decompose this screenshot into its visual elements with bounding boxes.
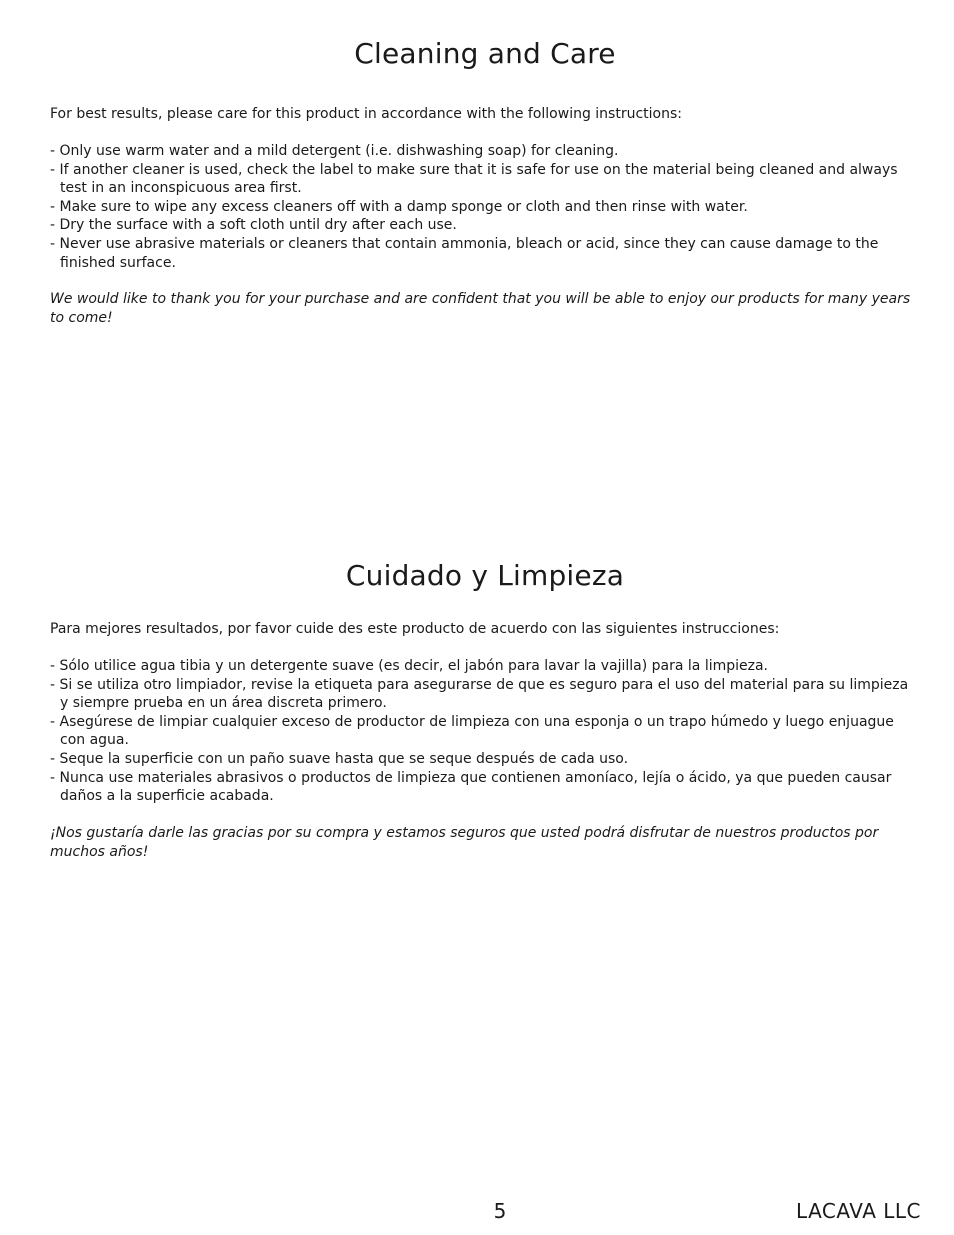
spanish-section [50,558,920,862]
list-item: - Only use warm water and a mild detergent (i.e. dishwashing soap) for cleaning. [50,143,619,159]
company-name: LACAVA LLC [796,1199,921,1223]
instructions-list-english [50,142,920,272]
list-item: - If another cleaner is used, check the label to make sure that it is safe for use on the material being cleaned and always test in an inconspicuous area first. [50,161,898,197]
intro-text-spanish: Para mejores resultados, por favor cuide des este producto de acuerdo con las siguientes instrucciones: [50,621,780,637]
closing-text-english: We would like to thank you for your purchase and are confident that you will be able to enjoy our products for many years to come! [50,291,911,327]
list-item: - Si se utiliza otro limpiador, revise la etiqueta para asegurarse de que es seguro para el uso del material para su limpieza y siempre prueba en un área discreta primero. [50,676,909,712]
list-item: - Never use abrasive materials or cleaners that contain ammonia, bleach or acid, since they can cause damage to the finished surface. [50,235,879,271]
list-item: - Dry the surface with a soft cloth until dry after each use. [50,217,457,234]
closing-text-spanish: ¡Nos gustaría darle las gracias por su compra y estamos seguros que usted podrá disfrutar de nuestros productos por muchos años! [50,824,879,860]
list-item: - Asegúrese de limpiar cualquier exceso de productor de limpieza con una esponja o un trapo húmedo y luego enjuague con agua. [50,713,894,749]
list-item: - Seque la superficie con un paño suave hasta que se seque después de cada uso. [50,750,629,767]
instructions-list-spanish [50,657,920,806]
list-item: - Make sure to wipe any excess cleaners off with a damp sponge or cloth and then rinse with water. [50,198,748,215]
page-title-spanish: Cuidado y Limpieza [345,559,625,592]
page-title-english: Cleaning and Care [354,37,616,70]
list-item: - Sólo utilice agua tibia y un detergente suave (es decir, el jabón para lavar la vajilla) para la limpieza. [50,658,769,674]
intro-text-english: For best results, please care for this product in accordance with the following instructions: [50,106,682,122]
english-section [50,36,920,328]
page-number: 5 [493,1199,507,1223]
list-item: - Nunca use materiales abrasivos o productos de limpieza que contienen amoníaco, lejía o ácido, ya que pueden causar daños a la superficie acabada. [50,769,892,805]
